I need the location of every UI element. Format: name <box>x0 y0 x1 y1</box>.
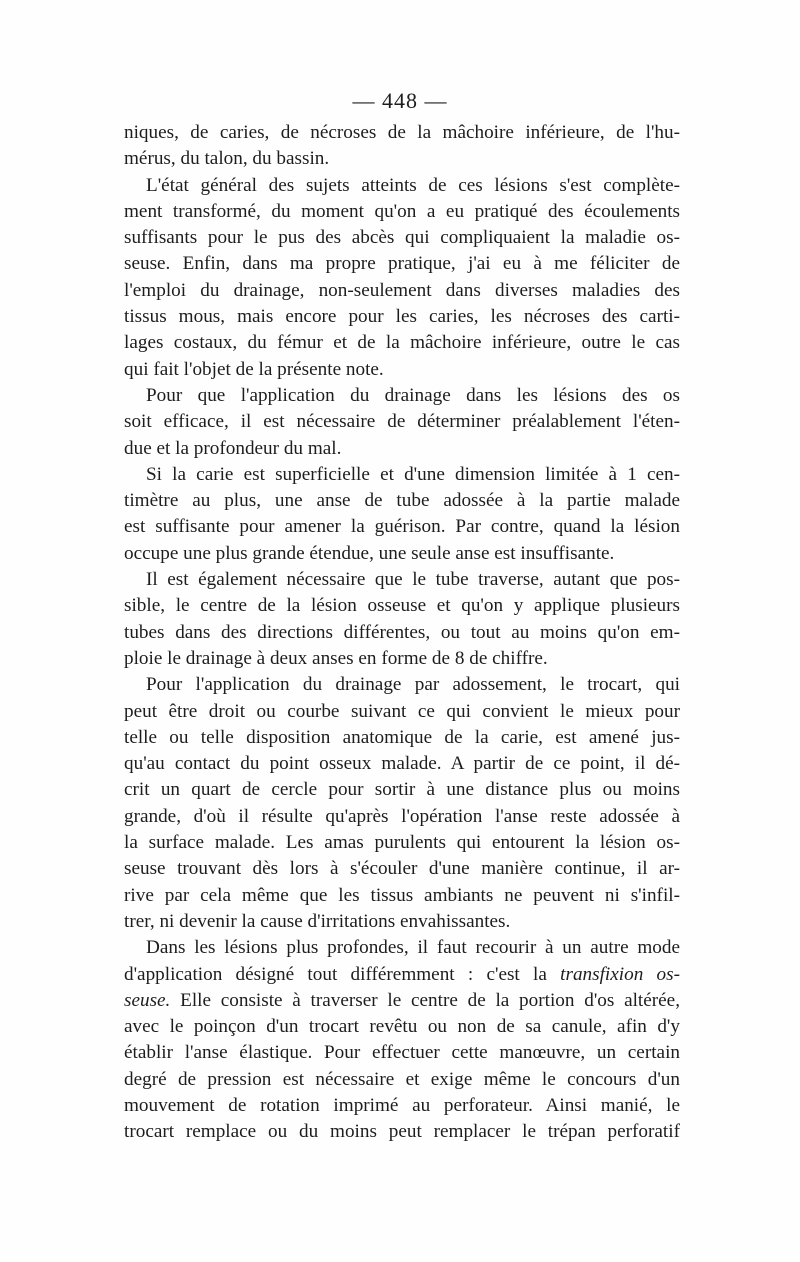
line-text: tissus mous, mais encore pour les caries, les nécroses des carti- <box>124 306 680 328</box>
text-line <box>124 1067 680 1093</box>
text-line <box>124 777 680 803</box>
text-line <box>124 199 680 225</box>
text-line <box>124 988 680 1014</box>
line-text: due et la profondeur du mal. <box>124 437 342 459</box>
line-text: Elle consiste à traverser le centre de la portion d'os altérée, <box>170 989 680 1011</box>
text-line <box>124 225 680 251</box>
line-text: grande, d'où il résulte qu'après l'opération l'anse reste adossée à <box>124 805 680 827</box>
line-text: sible, le centre de la lésion osseuse et qu'on y applique plusieurs <box>124 595 680 617</box>
line-text: d'application désigné tout différemment : c'est la <box>124 963 561 985</box>
line-text: qu'au contact du point osseux malade. A partir de ce point, il dé- <box>124 753 680 775</box>
line-text: Pour que l'application du drainage dans les lésions des os <box>146 384 680 406</box>
text-line <box>124 962 680 988</box>
text-line <box>124 409 680 435</box>
text-line <box>124 1119 680 1145</box>
line-text: tubes dans des directions différentes, ou tout au moins qu'on em- <box>124 621 680 643</box>
line-text: timètre au plus, une anse de tube adossée à la partie malade <box>124 490 680 512</box>
line-text: ploie le drainage à deux anses en forme de 8 de chiffre. <box>124 647 548 669</box>
line-text: trer, ni devenir la cause d'irritations envahissantes. <box>124 910 511 932</box>
text-line <box>124 304 680 330</box>
line-text: mouvement de rotation imprimé au perforateur. Ainsi manié, le <box>124 1094 680 1116</box>
text-line <box>124 120 680 146</box>
text-line <box>124 935 680 961</box>
text-line <box>124 856 680 882</box>
line-text: Pour l'application du drainage par adossement, le trocart, qui <box>146 674 680 696</box>
text-line <box>124 488 680 514</box>
italic-text: seuse. <box>124 989 171 1011</box>
text-line <box>124 383 680 409</box>
line-text: lages costaux, du fémur et de la mâchoire inférieure, outre le cas <box>124 332 680 354</box>
text-line <box>124 1014 680 1040</box>
text-line <box>124 514 680 540</box>
line-text: crit un quart de cercle pour sortir à une distance plus ou moins <box>124 779 680 801</box>
line-text: peut être droit ou courbe suivant ce qui convient le mieux pour <box>124 700 680 722</box>
text-line <box>124 462 680 488</box>
text-line <box>124 146 680 172</box>
line-text: degré de pression est nécessaire et exige même le concours d'un <box>124 1068 680 1090</box>
text-line <box>124 672 680 698</box>
text-line <box>124 436 680 462</box>
line-text: soit efficace, il est nécessaire de déterminer préalablement l'éten- <box>124 411 680 433</box>
line-text: l'emploi du drainage, non-seulement dans diverses maladies des <box>124 279 680 301</box>
line-text: mérus, du talon, du bassin. <box>124 148 330 170</box>
text-line <box>124 1093 680 1119</box>
text-line <box>124 541 680 567</box>
text-line <box>124 593 680 619</box>
text-line <box>124 909 680 935</box>
line-text: niques, de caries, de nécroses de la mâchoire inférieure, de l'hu- <box>124 122 680 143</box>
text-line <box>124 567 680 593</box>
line-text: suffisants pour le pus des abcès qui compliquaient la maladie os- <box>124 227 680 249</box>
line-text: Il est également nécessaire que le tube traverse, autant que pos- <box>146 569 680 591</box>
line-text: ment transformé, du moment qu'on a eu pratiqué des écoulements <box>124 200 680 222</box>
line-text: avec le poinçon d'un trocart revêtu ou non de sa canule, afin d'y <box>124 1016 680 1038</box>
text-line <box>124 751 680 777</box>
line-text: L'état général des sujets atteints de ces lésions s'est complète- <box>146 174 680 196</box>
text-line <box>124 830 680 856</box>
text-line <box>124 1040 680 1066</box>
italic-text: transfixion os- <box>560 963 681 985</box>
line-text: occupe une plus grande étendue, une seule anse est insuffisante. <box>124 542 615 564</box>
line-text: trocart remplace ou du moins peut remplacer le trépan perforatif <box>124 1121 680 1143</box>
text-line <box>124 646 680 672</box>
text-line <box>124 804 680 830</box>
line-text: seuse. Enfin, dans ma propre pratique, j'ai eu à me féliciter de <box>124 253 680 275</box>
text-line <box>124 699 680 725</box>
line-text: est suffisante pour amener la guérison. Par contre, quand la lésion <box>124 516 680 538</box>
text-line <box>124 173 680 199</box>
text-line <box>124 620 680 646</box>
text-line <box>124 330 680 356</box>
line-text: rive par cela même que les tissus ambiants ne peuvent ni s'infil- <box>124 884 680 906</box>
line-text: la surface malade. Les amas purulents qui entourent la lésion os- <box>124 832 680 854</box>
line-text: Si la carie est superficielle et d'une dimension limitée à 1 cen- <box>146 463 680 485</box>
page-number: — 448 — <box>352 88 448 113</box>
line-text: seuse trouvant dès lors à s'écouler d'une manière continue, il ar- <box>124 858 680 880</box>
body-text <box>124 120 680 1146</box>
text-line <box>124 357 680 383</box>
text-line <box>124 278 680 304</box>
text-line <box>124 883 680 909</box>
text-line <box>124 251 680 277</box>
line-text: qui fait l'objet de la présente note. <box>124 358 384 380</box>
line-text: Dans les lésions plus profondes, il faut recourir à un autre mode <box>146 937 680 959</box>
line-text: établir l'anse élastique. Pour effectuer cette manœuvre, un certain <box>124 1042 680 1064</box>
text-line <box>124 725 680 751</box>
line-text: telle ou telle disposition anatomique de la carie, est amené jus- <box>124 726 680 748</box>
